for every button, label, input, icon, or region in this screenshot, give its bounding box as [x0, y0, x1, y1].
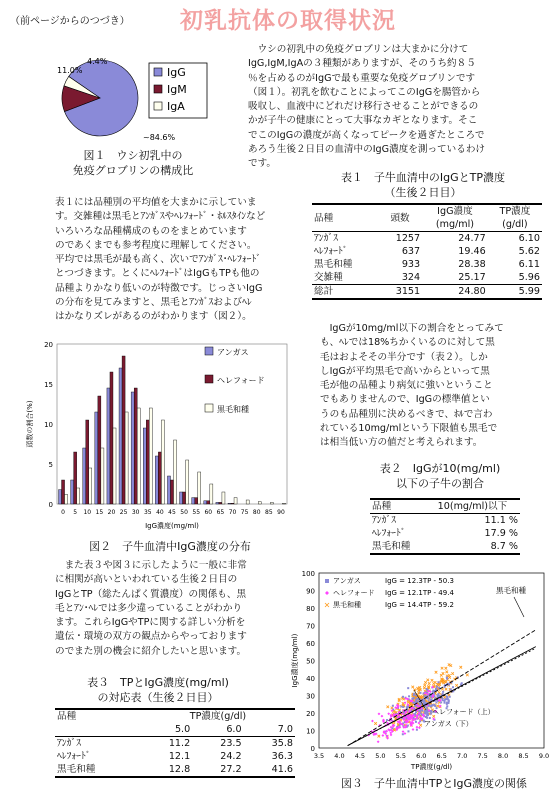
annotation-angus: アンガス（下） [424, 720, 473, 728]
table1-caption: 表１ 子牛血清中のIgGとTP濃度 （生後２日目） [340, 171, 506, 199]
bar-ytick: 5 [48, 461, 53, 469]
bar-0-7 [143, 428, 146, 504]
paragraph-correlation: また表３や図３に示したように一般に非常 に相関が高いといわれている生後２日目の IgGとTP（総たんぱく質濃度）の関係も、黒 毛とｱﾝ･ﾍﾚでは多少違っていることがわかり ます。これらIgGやTPに関する詳しい分析を 遺伝・環境の双方の観点からやっております のでまた別の機会に紹介したいと思います。 [55, 560, 247, 657]
bar-xtick: 10 [83, 509, 92, 516]
bar-ytick: 10 [44, 421, 53, 429]
bar-2-8 [161, 420, 164, 504]
scatter-legend-equation: IgG = 12.3TP - 50.3 [385, 577, 454, 585]
scatter-ytick: 60 [306, 640, 315, 648]
t1-total1: 3151 [395, 286, 421, 297]
t1-h2: IgG濃度 (mg/ml) [435, 206, 475, 230]
bar-ytick: 0 [48, 501, 53, 509]
scatter-point-angus [430, 699, 432, 701]
scatter-legend-equation: IgG = 12.1TP - 49.4 [385, 589, 454, 597]
bar-1-10 [183, 492, 186, 504]
pie-label-iga: 4.4% [87, 57, 108, 66]
t1-r3c3: 5.96 [518, 272, 540, 283]
scatter-point-angus [413, 694, 415, 696]
bar-1-9 [170, 480, 173, 504]
t1-r1c0: ﾍﾚﾌｫｰﾄﾞ [314, 246, 348, 257]
bar-1-4 [110, 372, 113, 504]
t2-r2c1: 8.7 % [490, 541, 518, 552]
t3-r0c0: ｱﾝｶﾞｽ [57, 738, 81, 749]
scatter-point-angus [402, 706, 404, 708]
scatter-point-angus [450, 688, 452, 690]
bar-xtick: 65 [216, 509, 225, 516]
bar-0-2 [83, 448, 86, 504]
bar-1-8 [158, 452, 161, 504]
scatter-ytick: 30 [306, 692, 315, 701]
t1-r3c0: 交雑種 [314, 272, 343, 283]
annotation-hereford: ヘレフォード（上） [432, 708, 495, 716]
scatter-point-angus [417, 700, 419, 702]
bar-1-2 [86, 420, 89, 504]
bar-xtick: 40 [156, 509, 164, 516]
scatter-point-angus [436, 686, 438, 688]
bar-2-3 [101, 448, 104, 504]
legend-swatch-iga [154, 102, 162, 110]
scatter-point-angus [438, 681, 440, 683]
bar-2-0 [65, 494, 68, 504]
scatter-xtick: 5.0 [375, 752, 386, 760]
scatter-ytick: 10 [306, 727, 315, 736]
t1-r2c0: 黒毛和種 [314, 259, 353, 270]
scatter-point-angus [447, 698, 449, 700]
scatter-point-angus [428, 699, 430, 701]
bar-xtick: 60 [204, 509, 213, 516]
t1-r2c2: 28.38 [458, 259, 486, 270]
scatter-point-angus [461, 682, 463, 684]
bar-xtick: 15 [95, 509, 104, 516]
t3-r1c1: 12.1 [168, 751, 191, 762]
t2-h0: 品種 [372, 501, 392, 512]
scatter-point-angus [411, 698, 413, 700]
bar-1-1 [74, 452, 77, 504]
t1-h0: 品種 [314, 212, 334, 224]
bar-1-0 [62, 480, 65, 504]
scatter-ytick: 90 [306, 587, 315, 596]
table2-caption: 表２ IgGが10(mg/ml) 以下の子牛の割合 [379, 462, 501, 490]
bar-xtick: 20 [107, 509, 116, 516]
scatter-point-angus [414, 713, 416, 715]
bar-2-16 [258, 502, 261, 504]
scatter-point-angus [438, 695, 440, 697]
scatter-legend-equation: IgG = 14.4TP - 59.2 [385, 601, 454, 609]
scatter-point-angus [416, 729, 418, 731]
t1-total0: 総計 [314, 286, 334, 297]
t3-r0c2: 23.5 [220, 738, 242, 749]
bar-2-9 [174, 440, 177, 504]
bar-1-11 [195, 498, 198, 504]
figure2-caption: 図２ 子牛血清中IgG濃度の分布 [89, 540, 251, 553]
bar-xtick: 45 [168, 509, 176, 516]
bar-2-2 [89, 468, 92, 504]
bar-0-9 [167, 476, 170, 504]
scatter-point-angus [425, 716, 427, 718]
scatter-point-angus [400, 705, 402, 707]
t3-tp1: 6.0 [226, 724, 242, 735]
scatter-xtick: 7.0 [457, 752, 468, 760]
bar-1-12 [207, 501, 210, 504]
scatter-xtick: 4.5 [354, 752, 366, 760]
scatter-point-angus [424, 701, 426, 703]
bar-xtick: 90 [277, 509, 285, 516]
scatter-point-angus [386, 719, 388, 721]
pie-label-igg: ~84.6% [143, 133, 176, 142]
legend-igg: IgG [167, 66, 186, 79]
scatter-legend-marker-angus [325, 579, 329, 583]
t2-r2c0: 黒毛和種 [372, 541, 411, 552]
scatter-point-angus [426, 688, 428, 690]
scatter-point-angus [442, 691, 444, 693]
bar-1-3 [98, 396, 101, 504]
bar-2-11 [198, 472, 201, 504]
scatter-point-angus [407, 687, 409, 689]
t3-r2c3: 41.6 [271, 764, 293, 775]
scatter-xtick: 4.0 [334, 752, 345, 760]
scatter-ytick: 50 [306, 657, 315, 666]
bar-1-7 [146, 420, 149, 504]
scatter-ytick: 0 [310, 745, 315, 753]
t1-r0c3: 6.10 [518, 233, 540, 244]
t1-r1c2: 19.46 [458, 246, 486, 257]
bar-0-11 [192, 498, 195, 504]
t3-r1c2: 24.2 [220, 751, 242, 762]
scatter-legend-name: 黒毛和種 [333, 601, 361, 609]
bar-xtick: 25 [119, 509, 128, 516]
scatter-ytick: 20 [306, 710, 315, 718]
scatter-ytick: 40 [306, 675, 315, 683]
bar-0-3 [95, 412, 98, 504]
annotation-wagyu: 黒毛和種 [496, 586, 526, 595]
t1-r0c1: 1257 [395, 233, 421, 244]
bar-2-1 [77, 488, 80, 504]
scatter-point-angus [442, 699, 444, 701]
scatter-xtick: 8.0 [497, 752, 509, 760]
t3-r1c3: 36.3 [271, 751, 293, 762]
bar-2-7 [149, 408, 152, 504]
scatter-point-angus [408, 695, 410, 697]
table2 [370, 498, 520, 555]
pie-chart [55, 50, 235, 145]
scatter-point-angus [446, 705, 448, 707]
scatter-point-angus [419, 703, 421, 705]
bar-2-5 [125, 412, 128, 504]
scatter-point-angus [448, 700, 450, 702]
bar-2-17 [270, 502, 273, 504]
scatter-point-angus [413, 701, 415, 703]
scatter-point-angus [402, 696, 404, 698]
scatter-point-angus [429, 717, 431, 719]
bar-legend-hereford: ヘレフォード [217, 376, 265, 385]
scatter-xtick: 8.5 [518, 752, 529, 760]
bar-ytick: 20 [44, 341, 53, 349]
scatter-ytick: 80 [306, 605, 315, 613]
scatter-legend-name: アンガス [333, 577, 361, 585]
t2-r0c1: 11.1 % [484, 515, 518, 526]
t1-r0c0: ｱﾝｶﾞｽ [314, 233, 338, 244]
paragraph-breeds: 表１には品種別の平均値を大まかに示していま す。交雑種は黒毛とｱﾝｶﾞｽやﾍﾚﾌｫｰﾄﾞ・ﾎﾙｽﾀｲﾝなど いろいろな品種構成のものをまとめています のであくまでも参考程度に理解してください。 平均では黒毛が最も高く、次いでｱﾝｶﾞｽ･ﾍﾚﾌｫｰﾄﾞ とつづきます。とくにﾍﾚﾌｫｰﾄﾞはIgGもTPも他の 品種よりかなり低いのが特徴です。じっさいIgG の分布を見てみますと、黒毛とｱﾝｶﾞｽおよびﾍﾚ はかなりズレがあるのがわかります（図２）。 [55, 197, 266, 323]
t3-r0c3: 35.8 [271, 738, 293, 749]
t1-r1c3: 5.62 [518, 246, 540, 257]
t3-r1c0: ﾍﾚﾌｫｰﾄﾞ [57, 751, 91, 762]
scatter-legend-name: ヘレフォード [333, 589, 375, 597]
t2-r1c0: ﾍﾚﾌｫｰﾄﾞ [372, 528, 406, 539]
bar-1-5 [122, 356, 125, 504]
t1-h1: 頭数 [390, 212, 410, 224]
t1-total2: 24.80 [458, 286, 486, 297]
figure1-caption: 図１ ウシ初乳中の 免疫グロブリンの構成比 [72, 149, 194, 177]
t3-h1: TP濃度(g/dl) [189, 711, 247, 722]
scatter-point-angus [433, 704, 435, 706]
scatter-point-angus [424, 710, 426, 712]
bar-legend-swatch-hereford [205, 375, 213, 383]
bar-2-6 [137, 408, 140, 504]
bar-legend-swatch-angus [205, 347, 213, 355]
scatter-point-angus [444, 702, 446, 704]
scatter-point-angus [427, 713, 429, 715]
scatter-point-angus [415, 721, 417, 723]
paragraph-intro: ウシの初乳中の免疫グロブリンは大まかに分けて IgG,IgM,IgAの３種類がありますが、そのうち約８５ ％を占めるのがIgGで最も重要な免疫グロブリンです （図１）。初乳を飲むことによってこのIgGを腸管から 吸収し、血液中にどれだけ移行させることができるの かが子牛の健康にとって大事なカギとなります。そこ でこのIgGの濃度が高くなってピークを過ぎたところで あろう生後２日目の血清中のIgG濃度を測っているわけ です。 [248, 44, 486, 170]
scatter-xtick: 7.5 [477, 752, 488, 760]
bar-1-14 [231, 503, 234, 504]
t2-r1c1: 17.9 % [484, 528, 518, 539]
t3-tp2: 7.0 [277, 724, 293, 735]
bar-2-14 [234, 498, 237, 504]
t2-h1: 10(mg/ml)以下 [437, 501, 508, 512]
scatter-point-angus [419, 692, 421, 694]
scatter-point-angus [415, 699, 417, 701]
scatter-xtick: 5.5 [395, 752, 406, 760]
bar-2-15 [246, 500, 249, 504]
legend-swatch-igg [154, 68, 162, 76]
t1-h3: TP濃度 (g/dl) [499, 206, 531, 230]
bar-2-4 [113, 428, 116, 504]
scatter-point-angus [452, 686, 454, 688]
bar-xtick: 0 [61, 509, 65, 516]
t1-r2c1: 933 [401, 259, 421, 270]
bar-0-13 [216, 502, 219, 504]
scatter-xtick: 9.0 [538, 752, 550, 760]
bar-ytick: 15 [44, 381, 53, 389]
scatter-ylabel: IgG濃度(mg/ml) [291, 633, 299, 688]
t1-r3c2: 25.17 [458, 272, 486, 283]
scatter-xlabel: TP濃度(g/dl) [410, 763, 453, 771]
t1-r1c1: 637 [401, 246, 421, 257]
scatter-point-angus [402, 733, 404, 735]
scatter-point-angus [415, 711, 417, 713]
legend-swatch-igm [154, 85, 162, 93]
legend-igm: IgM [167, 83, 187, 96]
bar-0-6 [131, 392, 134, 504]
t1-r2c3: 6.11 [518, 259, 540, 270]
scatter-point-angus [440, 701, 442, 703]
bar-xtick: 80 [252, 509, 261, 516]
scatter-point-angus [407, 730, 409, 732]
scatter-point-angus [392, 705, 394, 707]
bar-legend-swatch-wagyu [205, 404, 213, 412]
bar-xtick: 5 [73, 509, 78, 516]
scatter-xtick: 6.0 [416, 752, 427, 760]
t3-r2c2: 27.2 [220, 764, 242, 775]
t3-h0: 品種 [57, 711, 77, 722]
t1-total3: 5.99 [518, 286, 540, 297]
bar-0-8 [155, 456, 158, 504]
t3-r2c1: 12.8 [168, 764, 191, 775]
bar-1-6 [134, 388, 137, 504]
scatter-point-angus [446, 678, 448, 680]
continued-note: （前ページからのつづき） [10, 16, 130, 27]
bar-legend-wagyu: 黒毛和種 [217, 405, 249, 414]
bar-0-0 [59, 490, 62, 504]
scatter-ytick: 70 [306, 622, 315, 631]
bar-chart [20, 336, 305, 536]
t3-tp0: 5.0 [174, 724, 191, 735]
bar-2-13 [222, 492, 225, 504]
bar-2-12 [210, 484, 213, 504]
bar-1-13 [219, 502, 222, 504]
t2-r0c0: ｱﾝｶﾞｽ [372, 515, 396, 526]
bar-legend-angus: アンガス [217, 348, 249, 357]
table3-caption: 表３ TPとIgG濃度(mg/ml) の対応表（生後２日目） [87, 676, 229, 704]
bar-xtick: 75 [240, 509, 249, 516]
scatter-xtick: 6.5 [436, 752, 447, 760]
scatter-point-angus [424, 712, 426, 714]
table3 [55, 708, 295, 778]
scatter-xtick: 3.5 [313, 752, 325, 760]
bar-0-5 [119, 368, 122, 504]
bar-xtick: 30 [131, 509, 140, 516]
bar-xlabel: IgG濃度(mg/ml) [145, 522, 199, 530]
bar-0-1 [71, 480, 74, 504]
bar-xtick: 70 [228, 509, 237, 516]
bar-0-14 [228, 503, 231, 504]
figure3-caption: 図３ 子牛血清中TPとIgG濃度の関係 [340, 777, 528, 790]
bar-xtick: 85 [265, 509, 273, 516]
bar-2-10 [186, 460, 189, 504]
scatter-point-angus [449, 696, 451, 698]
t1-r3c1: 324 [401, 272, 421, 283]
t1-r0c2: 24.77 [458, 233, 486, 244]
table1 [312, 203, 542, 300]
bar-0-12 [204, 501, 207, 504]
scatter-chart [286, 568, 556, 773]
t3-r2c0: 黒毛和種 [57, 764, 96, 775]
bar-2-18 [282, 503, 285, 504]
bar-ylabel: 頭数の割合(%) [26, 400, 34, 448]
scatter-point-angus [431, 705, 433, 707]
pie-label-igm: 11.0% [57, 66, 83, 75]
bar-xtick: 55 [192, 509, 201, 516]
scatter-point-angus [426, 706, 428, 708]
bar-xtick: 50 [180, 509, 188, 516]
paragraph-threshold: IgGが10mg/ml以下の割合をとってみて も、ﾍﾚでは18%ちかくいるのに対して黒 毛はおよそその半分です（表２）。しか しIgGが平均黒毛で高いからといって黒 毛が他の品種より病気に強いということ でもありませんので、IgGの標準値とい うのも品種別に決めるべきで、ﾎﾙで言わ れている10mg/mlという下限値も黒毛で は相当低い方の値だと考えられます。 [320, 323, 504, 449]
scatter-point-angus [421, 710, 423, 712]
page-title: 初乳抗体の取得状況 [180, 8, 396, 34]
t3-r0c1: 11.2 [168, 738, 191, 749]
scatter-ytick: 100 [301, 570, 315, 578]
bar-xtick: 35 [143, 509, 152, 516]
legend-iga: IgA [167, 100, 185, 113]
bar-0-10 [180, 492, 183, 504]
bar-0-4 [107, 388, 110, 504]
